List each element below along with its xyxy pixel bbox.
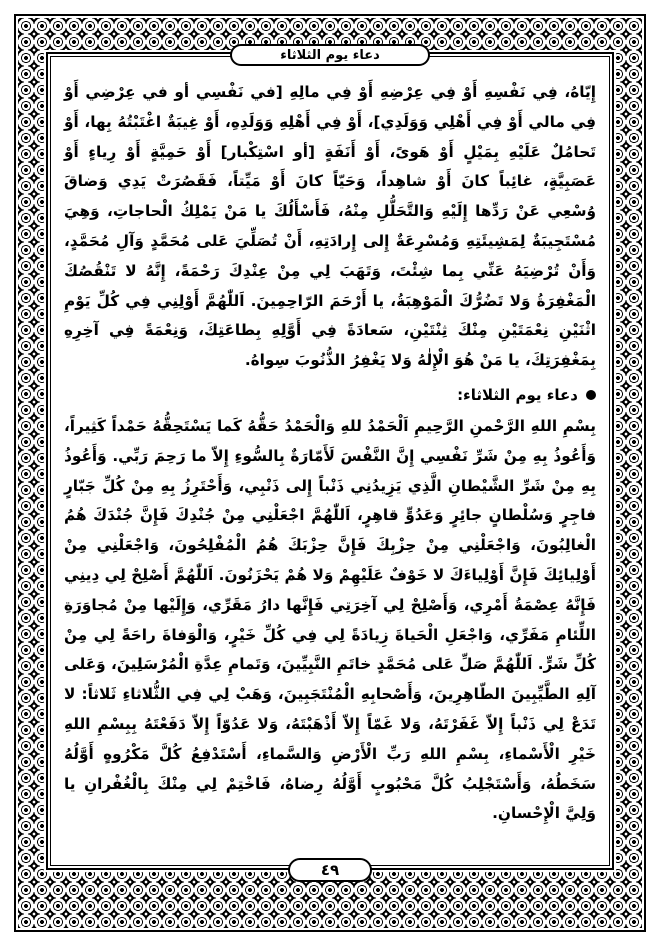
paragraph-2: بِسْمِ اللهِ الرَّحْمنِ الرَّحِيمِ اَلْحَمْدُ للهِ وَالْحَمْدُ حَقُّهُ كَما يَسْتَحِقُّهُ حَمْداً كَثِيراً، وَأَعُوذُ بِهِ مِنْ شَرِّ نَفْسِي إِنَّ النَّفْسَ لَأَمّارَةٌ بِالسُّوءِ إِلاّ ما رَحِمَ رَبِّي. وَأَعُوذُ بِهِ مِنْ شَرِّ الشَّيْطانِ الَّذِي يَزِيدُنِي ذَنْباً إِلى ذَنْبِي، وَأَحْتَرِزُ بِهِ مِنْ كُلِّ جَبّارٍ فاجِرٍ وَسُلْطانٍ جائِرٍ وَعَدُوٍّ قاهِرٍ، اَللّٰهُمَّ اجْعَلْنِي مِنْ جُنْدِكَ فَإِنَّ جُنْدَكَ هُمُ الْغالِبُونَ، وَاجْعَلْنِي مِنْ حِزْبِكَ فَإِنَّ حِزْبَكَ هُمُ الْمُفْلِحُونَ، وَاجْعَلْنِي مِنْ أَوْلِيائِكَ فَإِنَّ أَوْلِياءَكَ لا خَوْفٌ عَلَيْهِمْ وَلا هُمْ يَحْزَنُونَ. اَللّٰهُمَّ أَصْلِحْ لِي دِينِي فَإِنَّهُ عِصْمَةُ أَمْرِي، وَأَصْلِحْ لِي آخِرَتِي فَإِنَّها دارُ مَقَرِّي، وَإِلَيْها مِنْ مُجاوَرَةِ اللِّئامِ مَفَرِّي، وَاجْعَلِ الْحَياةَ زِيادَةً لِي فِي كُلِّ خَيْرٍ، وَالْوَفاةَ راحَةً لِي مِنْ كُلِّ شَرٍّ. اَللّٰهُمَّ صَلِّ عَلى مُحَمَّدٍ خاتَمِ النَّبِيِّينَ، وَتَمامِ عِدَّةِ الْمُرْسَلِينَ، وَعَلى آلِهِ الطَّيِّبِينَ الطّاهِرِينَ، وَأَصْحابِهِ الْمُنْتَجَبِينَ، وَهَبْ لِي فِي الثُّلاثاءِ ثَلاثاً: لا تَدَعْ لِي ذَنْباً إِلاّ غَفَرْتَهُ، وَلا غَمّاً إِلاّ أَذْهَبْتَهُ، وَلا عَدُوّاً إِلاّ دَفَعْتَهُ بِبِسْمِ اللهِ خَيْرِ الْأَسْماءِ، بِسْمِ اللهِ رَبِّ الْأَرْضِ وَالسَّماءِ، أَسْتَدْفِعُ كُلَّ مَكْرُوهٍ أَوَّلُهُ سَخَطُهُ، وَأَسْتَجْلِبُ كُلَّ مَحْبُوبٍ أَوَّلُهُ رِضاهُ، فَاخْتِمْ لِي مِنْكَ بِالْغُفْرانِ يا وَلِيَّ الْإِحْسانِ. xyxy=(64,416,596,823)
page-content xyxy=(64,78,596,848)
running-header xyxy=(230,44,430,66)
bullet-icon xyxy=(586,390,596,400)
section-heading-text: دعاء يوم الثلاثاء: xyxy=(457,385,578,404)
page-number: ٤٩ xyxy=(320,861,340,879)
running-header-title: دعاء يوم الثلاثاء xyxy=(280,47,380,63)
page-number-badge xyxy=(288,858,372,882)
section-heading xyxy=(64,382,596,408)
paragraph-1: إِيّاهُ، فِي نَفْسِهِ أَوْ فِي عِرْضِهِ أَوْ فِي مالِهِ [في نَفْسِي أو في عِرْضِي أَوْ فِي مالي أَوْ فِي أَهْلِي وَوَلَدِي]، أَوْ فِي أَهْلِهِ وَوَلَدِهِ، أَوْ غِيبَةٌ اغْتَبْتُهُ بِها، أَوْ تَحامُلٌ عَلَيْهِ بِمَيْلٍ أَوْ هَوىً، أَوْ أَنَفَةٍ [أو اسْتِكْبار] أَوْ حَمِيَّةٍ أَوْ رِياءٍ أَوْ عَصَبِيَّةٍ، غائِباً كانَ أَوْ شاهِداً، وَحَيّاً كانَ أَوْ مَيِّتاً، فَقَصُرَتْ يَدِي وَضاقَ وُسْعِي عَنْ رَدِّها إِلَيْهِ وَالتَّحَلُّلِ مِنْهُ، فَأَسْأَلُكَ يا مَنْ يَمْلِكُ الْحاجاتِ، وَهِيَ مُسْتَجِيبَةٌ لِمَشِيئَتِهِ وَمُسْرِعَةٌ إِلى إِرادَتِهِ، أَنْ تُصَلِّيَ عَلى مُحَمَّدٍ وَآلِ مُحَمَّدٍ، وَأَنْ تُرْضِيَهُ عَنِّي بِما شِئْتَ، وَتَهَبَ لِي مِنْ عِنْدِكَ رَحْمَةً، إِنَّهُ لا تَنْقُصُكَ الْمَغْفِرَةُ وَلا تَضُرُّكَ الْمَوْهِبَةُ، يا أَرْحَمَ الرّاحِمِينَ. اَللّٰهُمَّ أَوْلِنِي فِي كُلِّ يَوْمِ اثْنَيْنِ نِعْمَتَيْنِ مِنْكَ ثِنْتَيْنِ، سَعادَةً فِي أَوَّلِهِ بِطاعَتِكَ، وَنِعْمَةً فِي آخِرِهِ بِمَغْفِرَتِكَ، يا مَنْ هُوَ الْإِلٰهُ وَلا يَغْفِرُ الذُّنُوبَ سِواهُ. xyxy=(64,83,596,370)
